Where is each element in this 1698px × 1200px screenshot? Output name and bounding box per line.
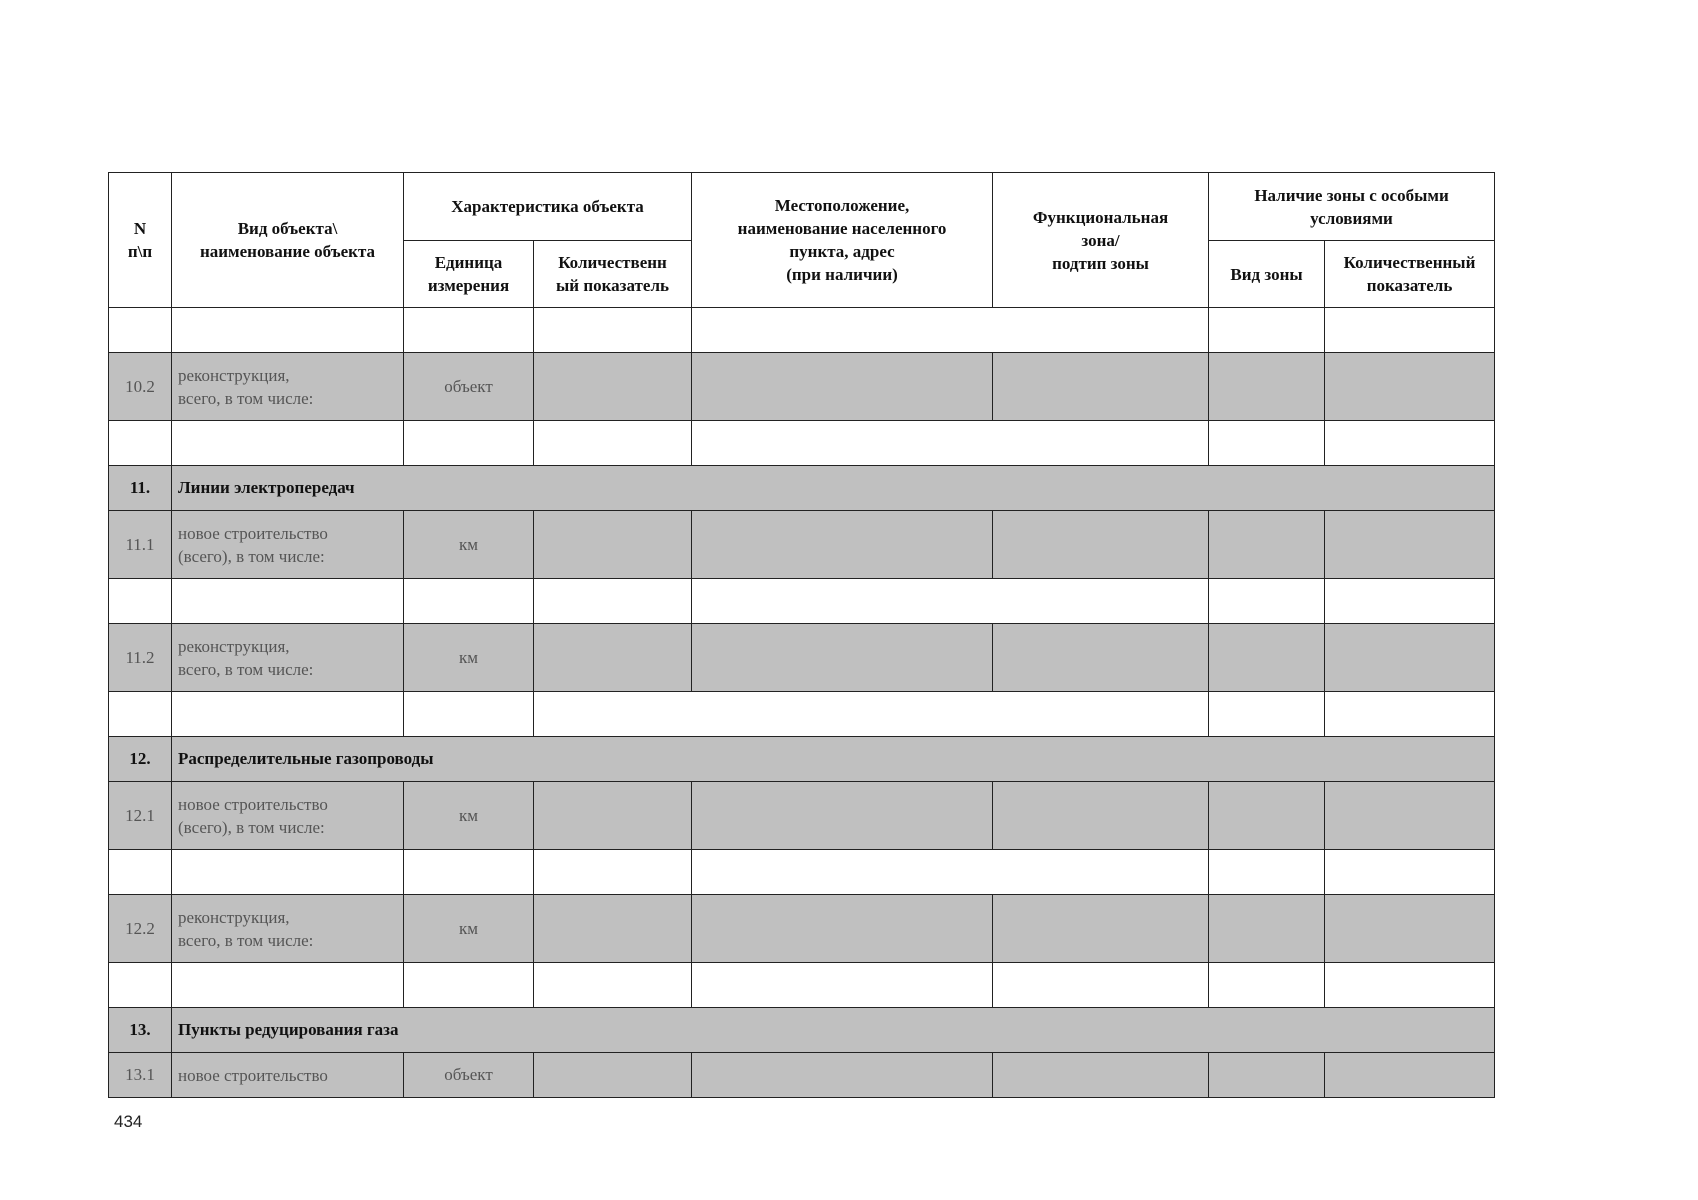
section-num: 13.	[109, 1008, 172, 1053]
row-unit: км	[404, 511, 534, 579]
section-num: 12.	[109, 737, 172, 782]
row-name: реконструкция, всего, в том числе:	[172, 624, 404, 692]
section-title: Пункты редуцирования газа	[172, 1008, 1495, 1053]
row-num: 12.1	[109, 782, 172, 850]
header-special-zone: Наличие зоны с особыми условиями	[1209, 173, 1495, 241]
table-row	[109, 895, 1495, 963]
table-row	[109, 421, 1495, 466]
row-num: 12.2	[109, 895, 172, 963]
table-row	[109, 353, 1495, 421]
row-unit: объект	[404, 1053, 534, 1098]
header-num: N п\п	[109, 173, 172, 308]
row-name: новое строительство (всего), в том числе:	[172, 782, 404, 850]
row-unit: объект	[404, 353, 534, 421]
section-title: Линии электропередач	[172, 466, 1495, 511]
table-row	[109, 624, 1495, 692]
row-unit: км	[404, 782, 534, 850]
row-num: 11.1	[109, 511, 172, 579]
table-row	[109, 782, 1495, 850]
section-row	[109, 737, 1495, 782]
row-num: 10.2	[109, 353, 172, 421]
section-row	[109, 1008, 1495, 1053]
table-row	[109, 308, 1495, 353]
header-quantity: Количественн ый показатель	[534, 241, 692, 308]
page-number: 434	[114, 1112, 143, 1131]
header-location: Местоположение, наименование населенного пункта, адрес (при наличии)	[692, 173, 993, 308]
row-name: реконструкция, всего, в том числе:	[172, 895, 404, 963]
row-name: новое строительство (всего), в том числе:	[172, 511, 404, 579]
table-row	[109, 511, 1495, 579]
table-row	[109, 579, 1495, 624]
header-unit: Единица измерения	[404, 241, 534, 308]
row-unit: км	[404, 624, 534, 692]
row-unit: км	[404, 895, 534, 963]
planned-objects-table	[108, 172, 1495, 1098]
table-row	[109, 692, 1495, 737]
row-num: 13.1	[109, 1053, 172, 1098]
header-characteristics: Характеристика объекта	[404, 173, 692, 241]
header-functional-zone: Функциональная зона/ подтип зоны	[993, 173, 1209, 308]
section-title: Распределительные газопроводы	[172, 737, 1495, 782]
section-num: 11.	[109, 466, 172, 511]
table-row	[109, 1053, 1495, 1098]
header-zone-type: Вид зоны	[1209, 241, 1325, 308]
row-num: 11.2	[109, 624, 172, 692]
section-row	[109, 466, 1495, 511]
table-row	[109, 963, 1495, 1008]
header-object-type: Вид объекта\ наименование объекта	[172, 173, 404, 308]
header-zone-quantity: Количественный показатель	[1325, 241, 1495, 308]
row-name: новое строительство	[172, 1053, 404, 1098]
row-name: реконструкция, всего, в том числе:	[172, 353, 404, 421]
table-row	[109, 850, 1495, 895]
